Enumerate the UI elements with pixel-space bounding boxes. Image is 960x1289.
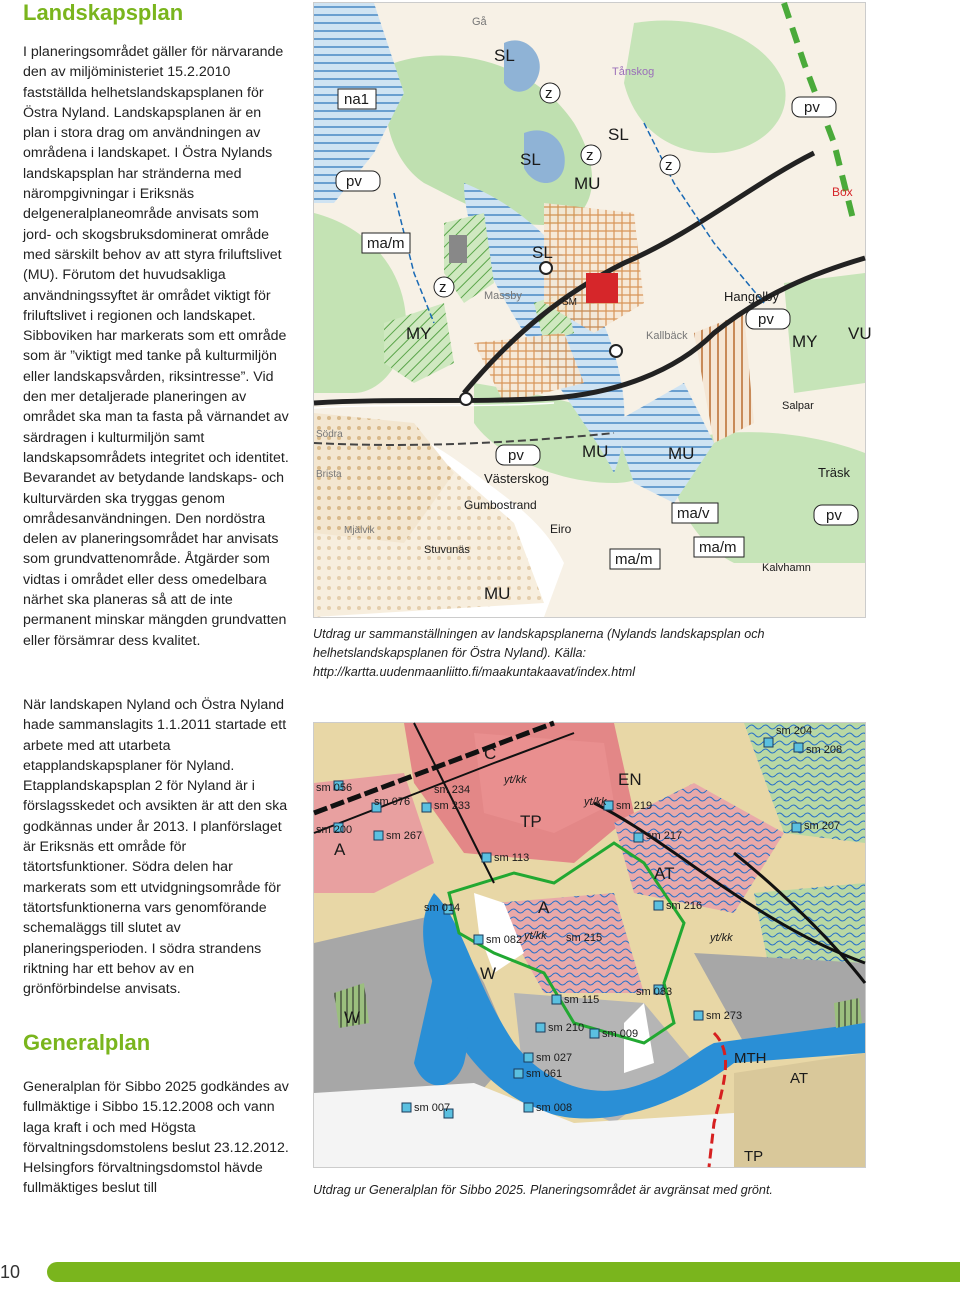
map2-label: sm 056	[316, 782, 353, 794]
svg-text:z: z	[545, 85, 553, 102]
map2-label: yt/kk	[524, 930, 547, 942]
map2-label: sm 207	[804, 820, 841, 832]
paragraph: När landskapen Nyland och Östra Nyland hade sammanslagits 1.1.2011 startade ett arbete med att utarbeta etapplandskapsplaner för Nyland. Etapplandskapsplan 2 för Nyland är i förslagsskedet och avsikten är att den ska godkännas under år 2013. I planförslaget är Eriksnäs ett område för tätortsfunktioner. Södra delen har markerats som ett utvidgningsområde för tätortsfunktionerna vars genomförande schemaläggs till slutet av planeringsperioden. I södra strandens riktning har ett behov av en grönförbindelse anvisats.	[23, 697, 288, 998]
map2-label: sm 113	[494, 852, 530, 864]
map2-label: AT	[790, 1070, 809, 1087]
svg-text:ma/m: ma/m	[699, 539, 737, 556]
text-column-3	[23, 1077, 291, 1219]
map1-label: Kallbäck	[646, 330, 688, 342]
map1-label: Västerskog	[484, 471, 550, 486]
map2-label: sm 234	[434, 784, 471, 796]
map1-label	[338, 89, 376, 109]
map2-label: yt/kk	[584, 796, 607, 808]
map2-label: yt/kk	[504, 774, 527, 786]
map1-label	[610, 549, 660, 569]
svg-text:pv: pv	[758, 311, 774, 328]
map1-label: MY	[406, 324, 432, 343]
map2-label: sm 233	[434, 800, 471, 812]
map1-label	[336, 171, 380, 191]
map2-label: sm 200	[316, 824, 353, 836]
map2-label: sm 008	[536, 1102, 573, 1114]
section-title-generalplan: Generalplan	[23, 1030, 151, 1055]
map2-label: sm 219	[616, 800, 653, 812]
map1-label	[660, 155, 680, 175]
map1-label: Södra	[316, 429, 343, 440]
svg-text:pv: pv	[508, 447, 524, 464]
map1-label: SL	[494, 46, 515, 65]
map1-label: Tånskog	[612, 66, 655, 78]
map1-label	[694, 537, 744, 557]
map1-label	[496, 445, 540, 465]
map2-label: sm 009	[602, 1028, 639, 1040]
svg-text:na1: na1	[344, 91, 370, 108]
map1-label: SL	[532, 243, 553, 262]
map1-label: MU	[668, 444, 695, 463]
figure-caption-2: Utdrag ur Generalplan för Sibbo 2025. Planeringsområdet är avgränsat med grönt.	[313, 1183, 773, 1197]
map1-label	[672, 503, 718, 523]
map1-label: MU	[582, 442, 609, 461]
page-number: 10	[0, 1262, 21, 1282]
map1-label: Box	[832, 185, 853, 199]
map2-label: sm 273	[706, 1010, 743, 1022]
map2-label: W	[480, 964, 497, 983]
paragraph: Generalplan för Sibbo 2025 godkändes av fullmäktige i Sibbo 15.12.2008 och vann laga kraft i och med Högsta förvaltningsdomstolens beslut 23.12.2012. Helsingfors förvaltningsdomstol hävde fullmäktiges beslut till	[23, 1079, 289, 1197]
map1-label: Brista	[316, 469, 342, 480]
figure-caption-1: Utdrag ur sammanställningen av landskapsplanerna (Nylands landskapsplan och helhetslandskapsplanen för Östra Nyland). Källa: http://kartta.uudenmaanliitto.fi/maakuntakaavat/index.html	[313, 627, 765, 679]
svg-text:pv: pv	[804, 99, 820, 116]
svg-text:ma/m: ma/m	[367, 235, 405, 252]
map2-label: sm 061	[526, 1068, 563, 1080]
map1-label: Massby	[484, 290, 522, 302]
svg-text:z: z	[586, 147, 594, 164]
map2-label: TP	[520, 812, 542, 831]
map1-label: MY	[792, 332, 818, 351]
map1-label	[814, 505, 858, 525]
text-column-1	[23, 42, 291, 671]
svg-text:z: z	[439, 279, 447, 296]
footer-bar	[47, 1262, 960, 1282]
map2-label: EN	[618, 770, 642, 789]
map1-label: Hangelby	[724, 289, 779, 304]
map1-label: Stuvunäs	[424, 544, 470, 556]
map2-label: sm 267	[386, 830, 423, 842]
map2-label: sm 014	[424, 902, 461, 914]
map2-label: sm 076	[374, 796, 411, 808]
map2-label: sm 215	[566, 932, 603, 944]
map2-label: sm 208	[806, 744, 843, 756]
text-column-2	[23, 695, 291, 1019]
map1-label	[434, 277, 454, 297]
landscape-plan-map	[313, 2, 872, 618]
svg-text:z: z	[665, 157, 673, 174]
map1-label	[362, 233, 410, 253]
map1-label	[540, 83, 560, 103]
map1-label: MU	[484, 584, 511, 603]
map1-label: VU	[848, 324, 872, 343]
paragraph: I planeringsområdet gäller för närvarande den av miljöministeriet 15.2.2010 fastställda helhetslandskapsplanen för Östra Nyland. Landskapsplanen är en plan i stora drag om användningen av områdena i landskapet. I Östra Nylands landskapsplan har stränderna med närompgivningar i Eriksnäs delgeneralplaneområde anvisats som jord- och skogsbruksdominerat område med särskilt behov av att styra friluftslivet (MU). Förutom det huvudsakliga användningssyftet är området viktigt för friluftslivet i regionen och landskapet. Sibboviken har markerats som ett område som är ”viktigt med tanke på kulturmiljön eller landskapsvården, riksintresse”. Vid den mer detaljerade planeringen av området ska man ta fasta på värnandet av särdragen i kulturmiljön samt landskapsområdets integritet och identitet. Bevarandet av betydande landskaps- och kulturvärden ska tryggas genom områdesanvändningen. Den nordöstra delen av planeringsområdet har anvisats som grundvattenområde. Åtgärder som vidtas i området eller dess omedelbara närhet ska planeras så att de inte permanent minskar mängden grundvatten eller försämrar dess kvalitet.	[23, 44, 289, 649]
map2-label: MTH	[734, 1050, 767, 1067]
map1-label: Gumbostrand	[464, 498, 537, 512]
map2-label: sm 082	[486, 934, 523, 946]
map1-label	[581, 145, 601, 165]
svg-text:ma/v: ma/v	[677, 505, 710, 522]
map1-label	[792, 97, 836, 117]
map2-label: sm 216	[666, 900, 703, 912]
svg-text:ma/m: ma/m	[615, 551, 653, 568]
map1-label: SL	[608, 125, 629, 144]
map2-label: sm 217	[646, 830, 683, 842]
map1-label: Träsk	[818, 465, 851, 480]
map2-label: sm 083	[636, 986, 673, 998]
map2-label: AT	[654, 864, 675, 883]
svg-text:pv: pv	[826, 507, 842, 524]
map2-label: sm 027	[536, 1052, 573, 1064]
map2-label: A	[538, 898, 550, 917]
map1-label: Mjälvik	[344, 525, 375, 536]
map1-label: Salpar	[782, 400, 814, 412]
general-plan-map	[313, 722, 866, 1168]
map1-label: SM	[562, 297, 577, 308]
map1-label: Kalvhamn	[762, 562, 811, 574]
map2-label: W	[344, 1008, 361, 1027]
map1-label	[746, 309, 790, 329]
map2-label: sm 115	[564, 994, 600, 1006]
map2-label: TP	[744, 1148, 764, 1165]
svg-text:pv: pv	[346, 173, 362, 190]
map1-label: Eiro	[550, 522, 572, 536]
map2-label: A	[334, 840, 346, 859]
map1-label: MU	[574, 174, 601, 193]
map2-label: sm 210	[548, 1022, 585, 1034]
map2-label: yt/kk	[710, 932, 733, 944]
map1-label: Gå	[472, 16, 487, 28]
map2-label: C	[484, 744, 497, 763]
section-title-landskapsplan: Landskapsplan	[23, 0, 184, 25]
map1-label: SL	[520, 150, 541, 169]
map2-label: sm 204	[776, 725, 813, 737]
map2-label: sm 007	[414, 1102, 451, 1114]
